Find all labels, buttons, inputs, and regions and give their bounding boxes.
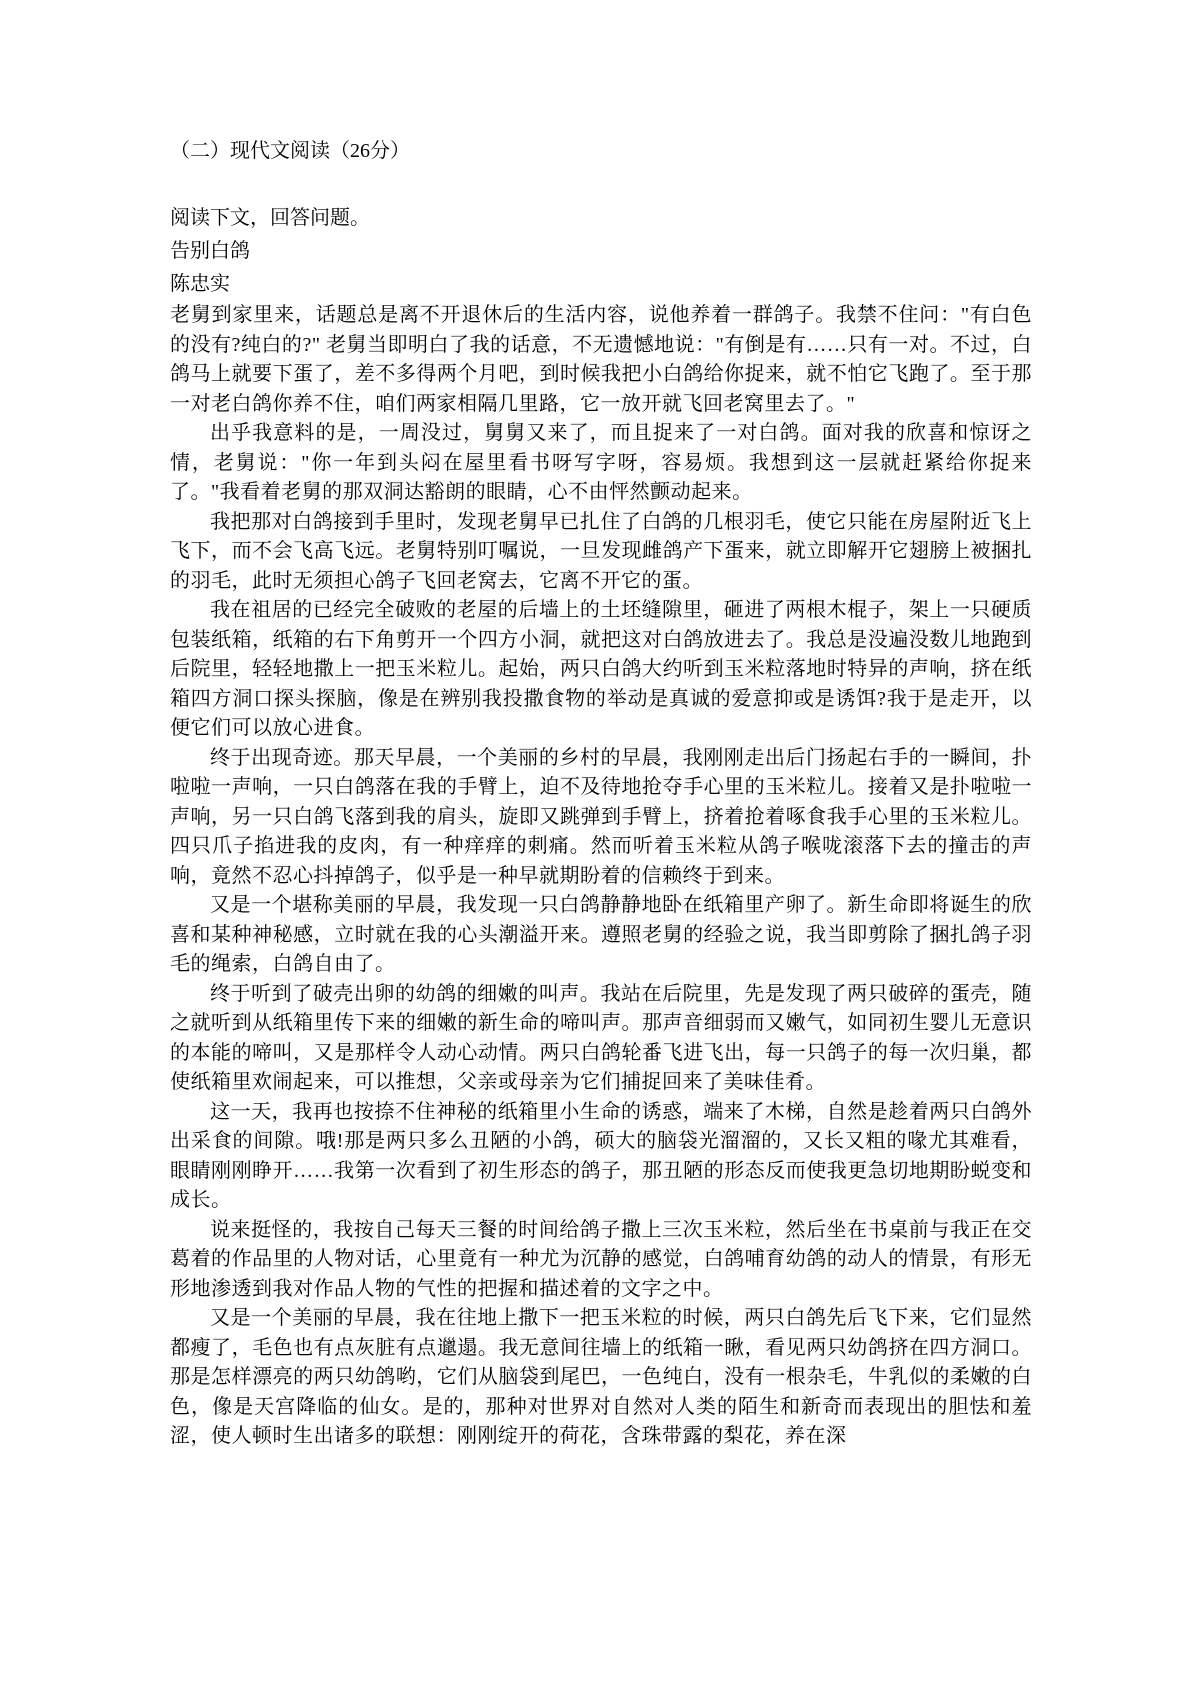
- paragraph-6: 又是一个堪称美丽的早晨，我发现一只白鸽静静地卧在纸箱里产卵了。新生命即将诞生的欣喜和某种神秘感，立时就在我的心头潮溢开来。遵照老舅的经验之说，我当即剪除了捆扎鸽子羽毛的绳索，白鸽自由了。: [170, 894, 1032, 975]
- paragraph-8: 这一天，我再也按捺不住神秘的纸箱里小生命的诱惑，端来了木梯，自然是趁着两只白鸽外出采食的间隙。哦!那是两只多么丑陋的小鸽，硕大的脑袋光溜溜的，又长又粗的喙尤其难看，眼睛刚刚睁开……我第一次看到了初生形态的鸽子，那丑陋的形态反而使我更急切地期盼蜕变和成长。: [170, 1100, 1032, 1211]
- paragraph-3: 我把那对白鸽接到手里时，发现老舅早已扎住了白鸽的几根羽毛，使它只能在房屋附近飞上飞下，而不会飞高飞远。老舅特别叮嘱说，一旦发现雌鸽产下蛋来，就立即解开它翅膀上被捆扎的羽毛，此时无须担心鸽子飞回老窝去，它离不开它的蛋。: [170, 510, 1032, 592]
- section-header: （二）现代文阅读（26分）: [170, 140, 410, 162]
- paragraph-7: 终于听到了破壳出卵的幼鸽的细嫩的叫声。我站在后院里，先是发现了两只破碎的蛋壳，随之就听到从纸箱里传下来的细嫩的新生命的啼叫声。那声音细弱而又嫩气，如同初生婴儿无意识的本能的啼叫，又是那样令人动心动情。两只白鸽轮番飞进飞出，每一只鸽子的每一次归巢，都使纸箱里欢闹起来，可以推想，父亲或母亲为它们捕捉回来了美味佳肴。: [170, 982, 1032, 1093]
- paragraph-9: 说来挺怪的，我按自己每天三餐的时间给鸽子撒上三次玉米粒，然后坐在书桌前与我正在交葛着的作品里的人物对话，心里竟有一种尤为沉静的感觉，白鸽哺育幼鸽的动人的情景，有形无形地渗透到我对作品人物的气性的把握和描述着的文字之中。: [170, 1218, 1032, 1300]
- paragraph-4: 我在祖居的已经完全破败的老屋的后墙上的土坯缝隙里，砸进了两根木棍子，架上一只硬质包装纸箱，纸箱的右下角剪开一个四方小洞，就把这对白鸽放进去了。我总是没遍没数儿地跑到后院里，轻轻地撒上一把玉米粒儿。起始，两只白鸽大约听到玉米粒落地时特异的声响，挤在纸箱四方洞口探头探脑，像是在辨别我投撒食物的举动是真诚的爱意抑或是诱饵?我于是走开，以便它们可以放心进食。: [170, 599, 1032, 739]
- essay-title: 告别白鸽: [170, 240, 250, 262]
- reading-instruction: 阅读下文，回答问题。: [170, 207, 370, 229]
- paragraph-10: 又是一个美丽的早晨，我在往地上撒下一把玉米粒的时候，两只白鸽先后飞下来，它们显然都瘦了，毛色也有点灰脏有点邋遢。我无意间往墙上的纸箱一瞅，看见两只幼鸽挤在四方洞口。那是怎样漂亮的两只幼鸽哟，它们从脑袋到尾巴，一色纯白，没有一根杂毛，牛乳似的柔嫩的白色，像是天宫降临的仙女。是的，那种对世界对自然对人类的陌生和新奇而表现出的胆怯和羞涩，使人顿时生出诸多的联想：刚刚绽开的荷花，含珠带露的梨花，养在深: [170, 1307, 1032, 1447]
- paragraph-5: 终于出现奇迹。那天早晨，一个美丽的乡村的早晨，我刚刚走出后门扬起右手的一瞬间，扑啦啦一声响，一只白鸽落在我的手臂上，迫不及待地抢夺手心里的玉米粒儿。接着又是扑啦啦一声响，另一只白鸽飞落到我的肩头，旋即又跳弹到手臂上，挤着抢着啄食我手心里的玉米粒儿。四只爪子掐进我的皮肉，有一种痒痒的刺痛。然而听着玉米粒从鸽子喉咙滚落下去的撞击的声响，竟然不忍心抖掉鸽子，似乎是一种早就期盼着的信赖终于到来。: [170, 746, 1032, 887]
- paragraph-2: 出乎我意料的是，一周没过，舅舅又来了，而且捉来了一对白鸽。面对我的欣喜和惊讶之情，老舅说："你一年到头闷在屋里看书呀写字呀，容易烦。我想到这一层就赶紧给你捉来了。"我看着老舅的那双洞达豁朗的眼睛，心不由怦然颤动起来。: [170, 422, 1032, 503]
- essay-author: 陈忠实: [170, 273, 230, 295]
- paragraph-1: 老舅到家里来，话题总是离不开退休后的生活内容，说他养着一群鸽子。我禁不住问："有白色的没有?纯白的?" 老舅当即明白了我的话意，不无遗憾地说："有倒是有……只有一对。不过，白鸽马上就要下蛋了，差不多得两个月吧，到时候我把小白鸽给你捉来，就不怕它飞跑了。至于那一对老白鸽你养不住，咱们两家相隔几里路，它一放开就飞回老窝里去了。": [170, 304, 1032, 415]
